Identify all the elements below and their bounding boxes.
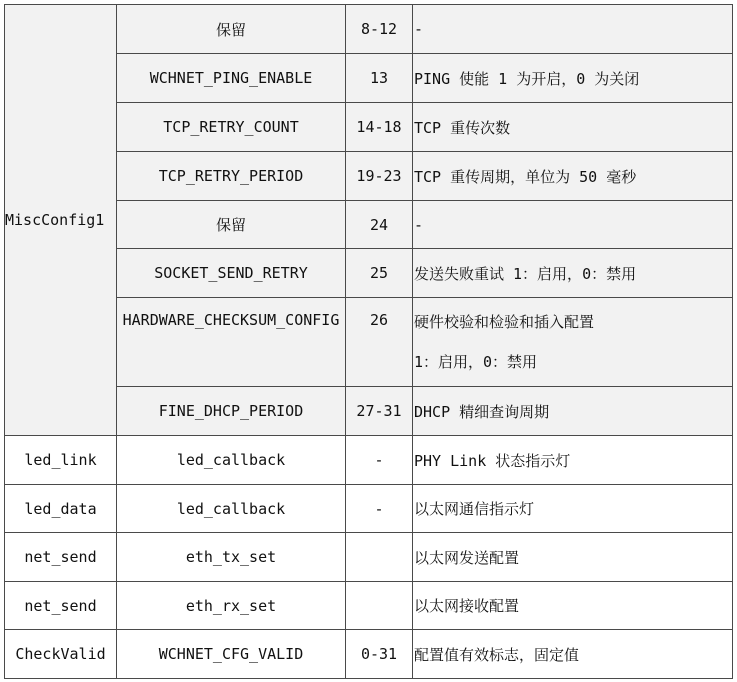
bit-range: 27-31 bbox=[346, 387, 413, 436]
table-row bbox=[5, 630, 733, 679]
field-description: - bbox=[413, 5, 733, 54]
bit-range: 19-23 bbox=[346, 152, 413, 201]
config-table bbox=[4, 4, 733, 679]
table-row bbox=[5, 533, 733, 582]
field-description: PING 使能 1 为开启，0 为关闭 bbox=[413, 54, 733, 103]
bit-range: 14-18 bbox=[346, 103, 413, 152]
config-field: led_link bbox=[5, 436, 117, 485]
field-description: 以太网接收配置 bbox=[413, 582, 733, 630]
bit-range: 8-12 bbox=[346, 5, 413, 54]
field-name: WCHNET_CFG_VALID bbox=[117, 630, 346, 679]
misc-config-group-label: MiscConfig1 bbox=[5, 5, 117, 436]
field-name: WCHNET_PING_ENABLE bbox=[117, 54, 346, 103]
table-row bbox=[5, 5, 733, 54]
bit-range: 0-31 bbox=[346, 630, 413, 679]
field-description bbox=[413, 298, 733, 387]
field-name: HARDWARE_CHECKSUM_CONFIG bbox=[117, 298, 346, 387]
bit-range bbox=[346, 533, 413, 582]
field-name: led_callback bbox=[117, 485, 346, 533]
bit-range: - bbox=[346, 436, 413, 485]
config-field: net_send bbox=[5, 533, 117, 582]
field-description: 配置值有效标志，固定值 bbox=[413, 630, 733, 679]
field-description: 以太网通信指示灯 bbox=[413, 485, 733, 533]
field-description: PHY Link 状态指示灯 bbox=[413, 436, 733, 485]
config-field: net_send bbox=[5, 582, 117, 630]
field-description: DHCP 精细查询周期 bbox=[413, 387, 733, 436]
field-name: 保留 bbox=[117, 201, 346, 249]
table-row bbox=[5, 582, 733, 630]
description-line: 1：启用，0：禁用 bbox=[414, 353, 538, 371]
table-row bbox=[5, 485, 733, 533]
field-description: 以太网发送配置 bbox=[413, 533, 733, 582]
bit-range: 26 bbox=[346, 298, 413, 387]
field-description: TCP 重传周期，单位为 50 毫秒 bbox=[413, 152, 733, 201]
bit-range: - bbox=[346, 485, 413, 533]
description-line: 硬件校验和检验和插入配置 bbox=[414, 313, 595, 331]
field-description: - bbox=[413, 201, 733, 249]
field-description: 发送失败重试 1：启用，0：禁用 bbox=[413, 249, 733, 298]
field-name: 保留 bbox=[117, 5, 346, 54]
field-name: TCP_RETRY_COUNT bbox=[117, 103, 346, 152]
field-description: TCP 重传次数 bbox=[413, 103, 733, 152]
config-field: CheckValid bbox=[5, 630, 117, 679]
field-name: eth_tx_set bbox=[117, 533, 346, 582]
bit-range: 13 bbox=[346, 54, 413, 103]
field-name: SOCKET_SEND_RETRY bbox=[117, 249, 346, 298]
field-name: FINE_DHCP_PERIOD bbox=[117, 387, 346, 436]
bit-range: 24 bbox=[346, 201, 413, 249]
field-name: led_callback bbox=[117, 436, 346, 485]
field-name: eth_rx_set bbox=[117, 582, 346, 630]
bit-range: 25 bbox=[346, 249, 413, 298]
bit-range bbox=[346, 582, 413, 630]
config-field: led_data bbox=[5, 485, 117, 533]
table-row bbox=[5, 436, 733, 485]
field-name: TCP_RETRY_PERIOD bbox=[117, 152, 346, 201]
